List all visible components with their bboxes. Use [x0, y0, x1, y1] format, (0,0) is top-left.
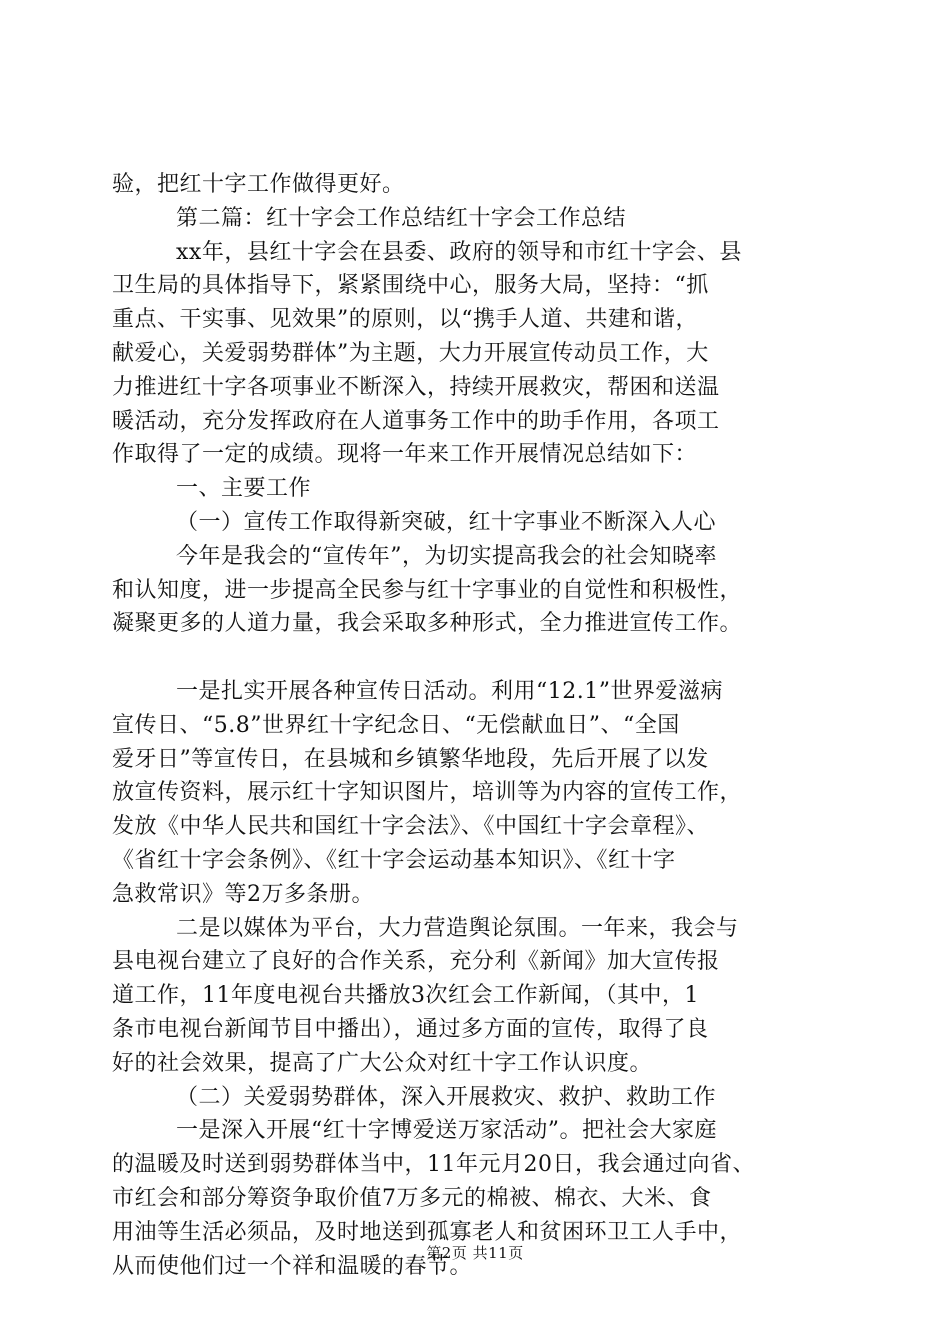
subsection-heading: （一）宣传工作取得新突破，红十字事业不断深入人心 [176, 509, 717, 535]
page-footer: 第2页 共11页 [426, 1244, 524, 1262]
text-line: 一是扎实开展各种宣传日活动。利用“12.1”世界爱滋病 [176, 678, 723, 704]
text-line: 用油等生活必须品，及时地送到孤寡老人和贫困环卫工人手中， [112, 1219, 743, 1245]
text-line: 二是以媒体为平台，大力营造舆论氛围。一年来，我会与 [176, 915, 739, 941]
text-line: 今年是我会的“宣传年”，为切实提高我会的社会知晓率 [176, 543, 717, 569]
text-line: 条市电视台新闻节目中播出），通过多方面的宣传，取得了良 [112, 1016, 709, 1042]
text-line: 发放《中华人民共和国红十字会法》、《中国红十字会章程》、 [112, 814, 710, 840]
text-line: 暖活动，充分发挥政府在人道事务工作中的助手作用，各项工 [112, 408, 720, 434]
text-line: 市红会和部分筹资争取价值7万多元的棉被、棉衣、大米、食 [112, 1185, 712, 1211]
text-line: 作取得了一定的成绩。现将一年来工作开展情况总结如下： [112, 442, 698, 468]
text-line: 放宣传资料，展示红十字知识图片，培训等为内容的宣传工作， [112, 780, 743, 806]
text-line: 道工作，11年度电视台共播放3次红会工作新闻，（其中，1 [112, 983, 699, 1009]
text-line: 重点、干实事、见效果”的原则，以“携手人道、共建和谐， [112, 307, 698, 333]
text-line: 的温暖及时送到弱势群体当中，11年元月20日，我会通过向省、 [112, 1152, 755, 1178]
text-line: 一是深入开展“红十字博爱送万家活动”。把社会大家庭 [176, 1118, 717, 1144]
text-line: 从而使他们过一个祥和温暖的春节。 [112, 1253, 473, 1279]
subsection-heading: （二）关爱弱势群体，深入开展救灾、救护、救助工作 [176, 1084, 717, 1110]
text-line: 力推进红十字各项事业不断深入，持续开展救灾，帮困和送温 [112, 374, 720, 400]
text-line: xx年，县红十字会在县委、政府的领导和市红十字会、县 [176, 239, 742, 265]
text-line: 宣传日、“5.8”世界红十字纪念日、“无偿献血日”、“全国 [112, 712, 680, 738]
subsection-heading: 一、主要工作 [176, 476, 312, 502]
text-line: 卫生局的具体指导下，紧紧围绕中心，服务大局，坚持：“抓 [112, 273, 709, 299]
text-line: 验，把红十字工作做得更好。 [112, 172, 405, 197]
text-line: 和认知度，进一步提高全民参与红十字事业的自觉性和积极性， [112, 577, 743, 603]
section-heading: 第二篇：红十字会工作总结红十字会工作总结 [176, 205, 627, 231]
document-body [112, 168, 847, 1283]
text-line: 急救常识》等2万多条册。 [112, 881, 374, 907]
text-line: 县电视台建立了良好的合作关系，充分利《新闻》加大宣传报 [112, 949, 720, 975]
text-line: 爱牙日”等宣传日，在县城和乡镇繁华地段，先后开展了以发 [112, 746, 709, 772]
text-line: 好的社会效果，提高了广大公众对红十字工作认识度。 [112, 1050, 653, 1076]
text-line: 《省红十字会条例》、《红十字会运动基本知识》、《红十字 [112, 847, 676, 873]
paragraph-gap [112, 641, 847, 675]
text-line: 献爱心，关爱弱势群体”为主题，大力开展宣传动员工作，大 [112, 340, 709, 366]
text-line: 凝聚更多的人道力量，我会采取多种形式，全力推进宣传工作。 [112, 611, 743, 637]
